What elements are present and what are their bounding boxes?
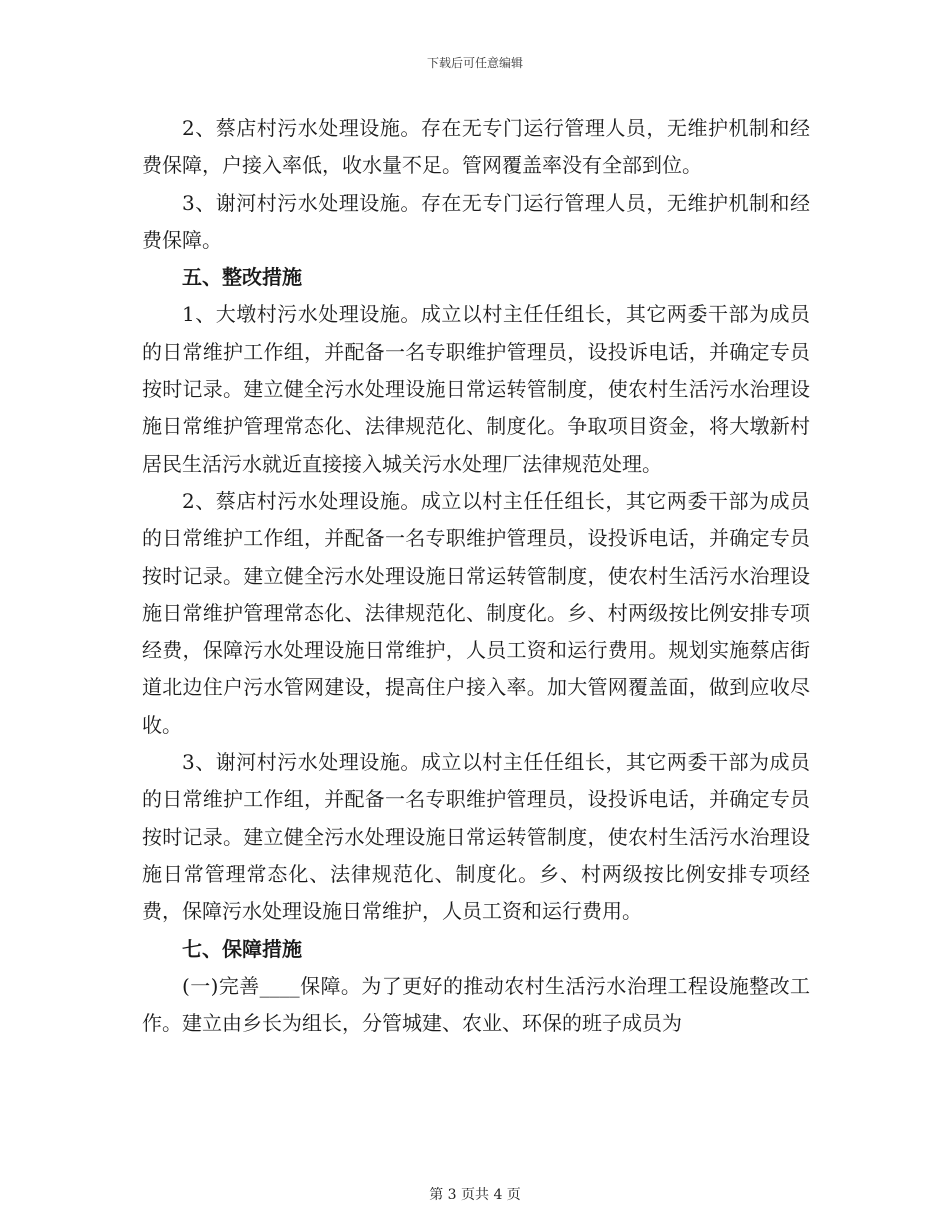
paragraph-safeguard-one: (一)完善____保障。为了更好的推动农村生活污水治理工程设施整改工作。建立由乡长为组长，分管城建、农业、环保的班子成员为 [142, 973, 810, 1036]
paragraph-caidian-issue: 2、蔡店村污水处理设施。存在无专门运行管理人员，无维护机制和经费保障，户接入率低，收水量不足。管网覆盖率没有全部到位。 [142, 116, 810, 178]
page-header: 下载后可任意编辑 [426, 56, 523, 70]
paragraph-xiehe-measures: 3、谢河村污水处理设施。成立以村主任任组长，其它两委干部为成员的日常维护工作组，并配备一名专职维护管理员，设投诉电话，并确定专员按时记录。建立健全污水处理设施日常运转管制度，使农村生活污水治理设施日常管理常态化、法律规范化、制度化。乡、村两级按比例安排专项经费，保障污水处理设施日常维护，人员工资和运行费用。 [142, 750, 810, 924]
paragraph-caidian-measures: 2、蔡店村污水处理设施。成立以村主任任组长，其它两委干部为成员的日常维护工作组，并配备一名专职维护管理员，设投诉电话，并确定专员按时记录。建立健全污水处理设施日常运转管制度，使农村生活污水治理设施日常维护管理常态化、法律规范化、制度化。乡、村两级按比例安排专项经费，保障污水处理设施日常维护，人员工资和运行费用。规划实施蔡店街道北边住户污水管网建设，提高住户接入率。加大管网覆盖面，做到应收尽收。 [142, 488, 810, 737]
paragraph-xiehe-issue: 3、谢河村污水处理设施。存在无专门运行管理人员，无维护机制和经费保障。 [142, 190, 810, 252]
page-footer: 第 3 页共 4 页 [429, 1187, 521, 1203]
section-heading-safeguards: 七、保障措施 [182, 936, 302, 961]
paragraph-dadun-measures: 1、大墩村污水处理设施。成立以村主任任组长，其它两委干部为成员的日常维护工作组，并配备一名专职维护管理员，设投诉电话，并确定专员按时记录。建立健全污水处理设施日常运转管制度，使农村生活污水治理设施日常维护管理常态化、法律规范化、制度化。争取项目资金，将大墩新村居民生活污水就近直接接入城关污水处理厂法律规范处理。 [142, 302, 810, 476]
section-heading-rectification: 五、整改措施 [182, 265, 302, 290]
document-body [142, 110, 810, 1042]
